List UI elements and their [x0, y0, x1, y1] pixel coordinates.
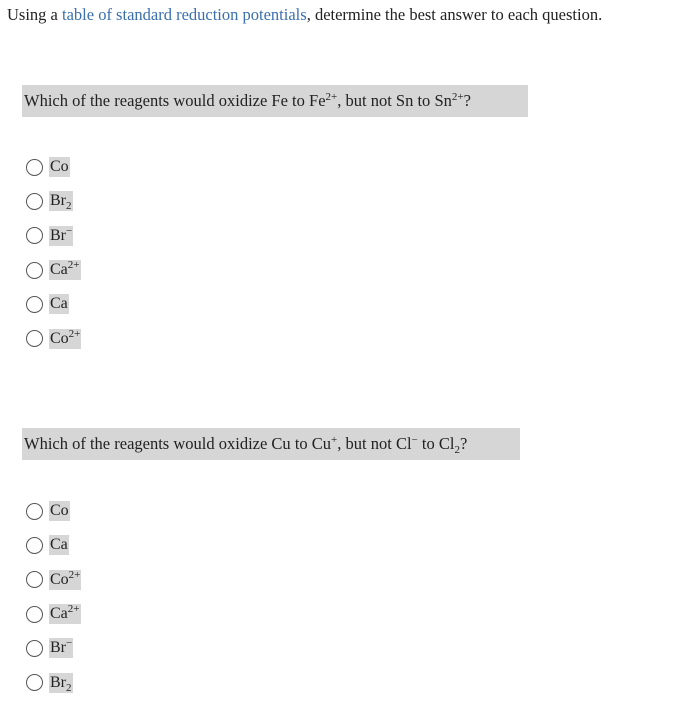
radio-button[interactable]: [26, 330, 43, 347]
q1-text-2: to: [287, 91, 310, 110]
answer-option[interactable]: [26, 253, 81, 287]
q1-fe2-base: Fe: [309, 91, 326, 110]
q1-text-4: to: [413, 91, 435, 110]
q2-text-2: to: [290, 434, 312, 453]
option-label[interactable]: [49, 157, 70, 177]
question-2-options: [26, 494, 81, 700]
answer-option[interactable]: [26, 287, 81, 321]
q2-cl-base: Cl: [395, 434, 412, 453]
q2-cu1-charge: +: [331, 433, 338, 446]
radio-button[interactable]: [26, 193, 43, 210]
answer-option[interactable]: [26, 528, 81, 562]
option-species: Ca: [50, 295, 68, 313]
option-subscript: 2: [66, 681, 72, 694]
option-species: Br: [50, 226, 66, 244]
option-label[interactable]: [49, 638, 73, 658]
option-charge: 2+: [67, 602, 80, 615]
radio-button[interactable]: [26, 262, 43, 279]
option-charge: 2+: [68, 327, 81, 340]
q1-sn2-charge: 2+: [451, 90, 464, 103]
radio-button[interactable]: [26, 674, 43, 691]
answer-option[interactable]: [26, 665, 81, 699]
option-charge: 2+: [67, 258, 80, 271]
q2-cl: [396, 434, 418, 453]
option-label[interactable]: [49, 501, 70, 521]
answer-option[interactable]: [26, 631, 81, 665]
q1-sn2-base: Sn: [434, 91, 452, 110]
answer-option[interactable]: [26, 494, 81, 528]
option-charge: −: [66, 224, 73, 237]
q2-cu1-base: Cu: [311, 434, 332, 453]
q1-text-1: Which of the reagents would oxidize: [24, 91, 272, 110]
option-subscript: 2: [66, 200, 72, 213]
q1-fe2: [309, 91, 337, 110]
answer-option[interactable]: [26, 563, 81, 597]
q2-cl-charge: −: [411, 433, 418, 446]
intro-text: [7, 5, 602, 25]
question-2-prompt: [22, 428, 520, 460]
answer-option[interactable]: [26, 219, 81, 253]
q2-text-5: ?: [459, 434, 468, 453]
option-species: Co: [50, 158, 69, 176]
question-1-prompt: [22, 85, 528, 117]
radio-button[interactable]: [26, 606, 43, 623]
radio-button[interactable]: [26, 296, 43, 313]
q1-sn2: [434, 91, 463, 110]
radio-button[interactable]: [26, 503, 43, 520]
q2-cu: Cu: [271, 434, 291, 453]
option-species: Co: [50, 502, 69, 520]
answer-option[interactable]: [26, 597, 81, 631]
option-charge: 2+: [68, 568, 81, 581]
answer-option[interactable]: [26, 150, 81, 184]
option-species: Br: [50, 639, 66, 657]
radio-button[interactable]: [26, 537, 43, 554]
option-species: Br: [50, 673, 66, 691]
q1-text-5: ?: [463, 91, 471, 110]
q1-fe2-charge: 2+: [325, 90, 338, 103]
radio-button[interactable]: [26, 640, 43, 657]
intro-suffix: , determine the best answer to each question.: [306, 5, 603, 24]
option-label[interactable]: [49, 260, 81, 280]
option-charge: −: [66, 637, 73, 650]
q2-text-4: to: [417, 434, 439, 453]
option-species: Co: [50, 329, 69, 347]
option-label[interactable]: [49, 329, 81, 349]
option-species: Ca: [50, 605, 68, 623]
option-label[interactable]: [49, 570, 81, 590]
radio-button[interactable]: [26, 159, 43, 176]
option-label[interactable]: [49, 226, 73, 246]
q1-text-3: , but not: [337, 91, 396, 110]
option-label[interactable]: [49, 535, 69, 555]
q1-fe: Fe: [271, 91, 288, 110]
option-label[interactable]: [49, 604, 81, 624]
option-species: Br: [50, 192, 66, 210]
option-label[interactable]: [49, 673, 73, 693]
option-label[interactable]: [49, 294, 69, 314]
q2-cl2-base: Cl: [438, 434, 455, 453]
q2-text-1: Which of the reagents would oxidize: [24, 434, 272, 453]
intro-prefix: Using a: [7, 5, 62, 24]
radio-button[interactable]: [26, 227, 43, 244]
option-species: Ca: [50, 261, 68, 279]
reduction-potentials-link[interactable]: table of standard reduction potentials: [62, 5, 307, 24]
q2-cu1: [312, 434, 337, 453]
q2-cl2: [438, 434, 460, 456]
q1-sn: Sn: [395, 91, 414, 110]
option-species: Co: [50, 570, 69, 588]
q2-cl2-subscript: 2: [454, 443, 460, 456]
answer-option[interactable]: [26, 184, 81, 218]
option-species: Ca: [50, 536, 68, 554]
option-label[interactable]: [49, 191, 73, 211]
radio-button[interactable]: [26, 571, 43, 588]
q2-text-3: , but not: [337, 434, 396, 453]
question-1-options: [26, 150, 81, 356]
answer-option[interactable]: [26, 321, 81, 355]
